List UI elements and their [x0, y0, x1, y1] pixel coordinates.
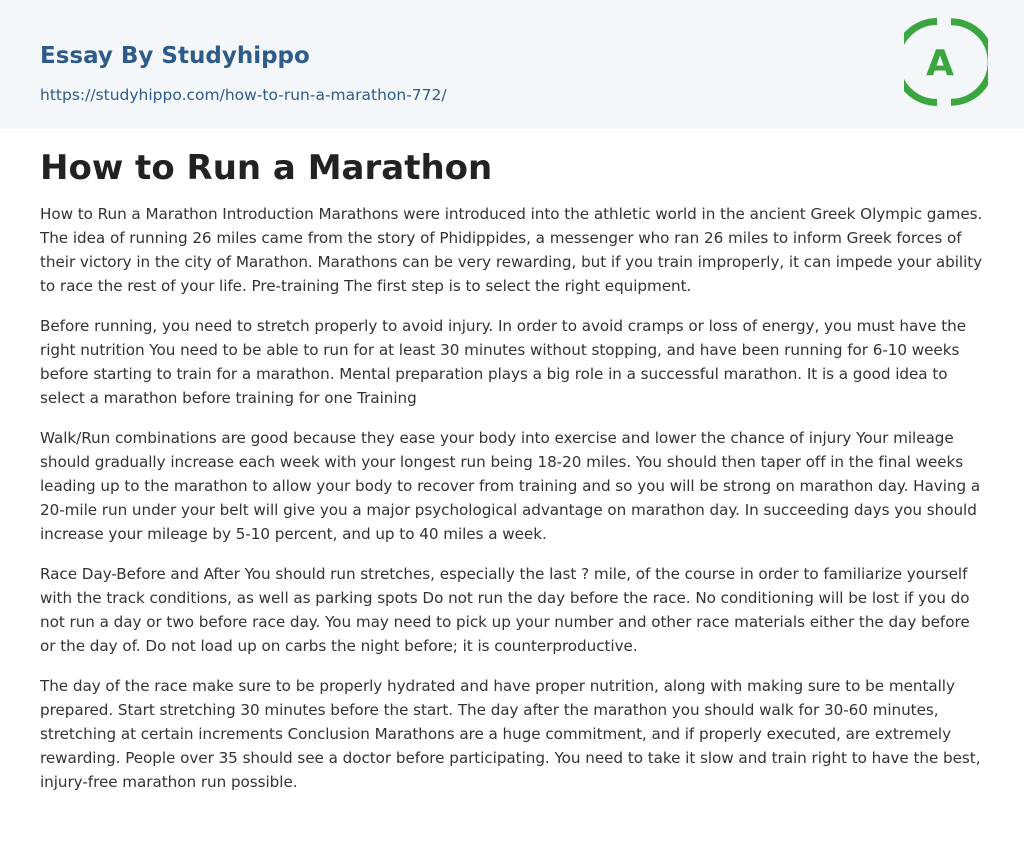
essay-title: How to Run a Marathon — [40, 148, 493, 188]
page-header — [0, 0, 1024, 129]
logo-ring-right — [951, 22, 988, 102]
studyhippo-logo-icon[interactable] — [904, 18, 988, 106]
essay-content — [40, 144, 986, 810]
essay-paragraph: Walk/Run combinations are good because they ease your body into exercise and lower the chance of injury Your mileage should gradually increase each week with your longest run being 18-20 miles. You should then taper off in the final weeks leading up to the marathon to allow your body to recover from training and so you will be strong on marathon day. Having a 20-mile run under your belt will give you a major psychological advantage on marathon day. In succeeding days you should increase your mileage by 5-10 percent, and up to 40 miles a week. — [40, 429, 981, 543]
essay-paragraph: Before running, you need to stretch properly to avoid injury. In order to avoid cramps or loss of energy, you must have the right nutrition You need to be able to run for at least 30 minutes without stopping, and have been running for 6-10 weeks before starting to train for a marathon. Mental preparation plays a big role in a successful marathon. It is a good idea to select a marathon before training for one Training — [40, 317, 967, 407]
logo-letter: A — [926, 43, 954, 84]
essay-paragraph: How to Run a Marathon Introduction Marathons were introduced into the athletic world in the ancient Greek Olympic games. The idea of running 26 miles came from the story of Phidippides, a messenger who ran 26 miles to inform Greek forces of their victory in the city of Marathon. Marathons can be very rewarding, but if you train improperly, it can impede your ability to race the rest of your life. Pre-training The first step is to select the right equipment. — [40, 205, 983, 295]
site-title: Essay By Studyhippo — [40, 43, 310, 69]
essay-paragraph: The day of the race make sure to be properly hydrated and have proper nutrition, along with making sure to be mentally prepared. Start stretching 30 minutes before the start. The day after the marathon you should walk for 30-60 minutes, stretching at certain increments Conclusion Marathons are a huge commitment, and if properly executed, are extremely rewarding. People over 35 should see a doctor before participating. You need to take it slow and train right to have the best, injury-free marathon run possible. — [40, 677, 981, 791]
essay-paragraph: Race Day-Before and After You should run stretches, especially the last ? mile, of the course in order to familiarize yourself with the track conditions, as well as parking spots Do not run the day before the race. No conditioning will be lost if you do not run a day or two before race day. You may need to pick up your number and other race materials either the day before or the day of. Do not load up on carbs the night before; it is counterproductive. — [40, 565, 970, 655]
essay-url-link[interactable]: https://studyhippo.com/how-to-run-a-marathon-772/ — [40, 86, 447, 104]
